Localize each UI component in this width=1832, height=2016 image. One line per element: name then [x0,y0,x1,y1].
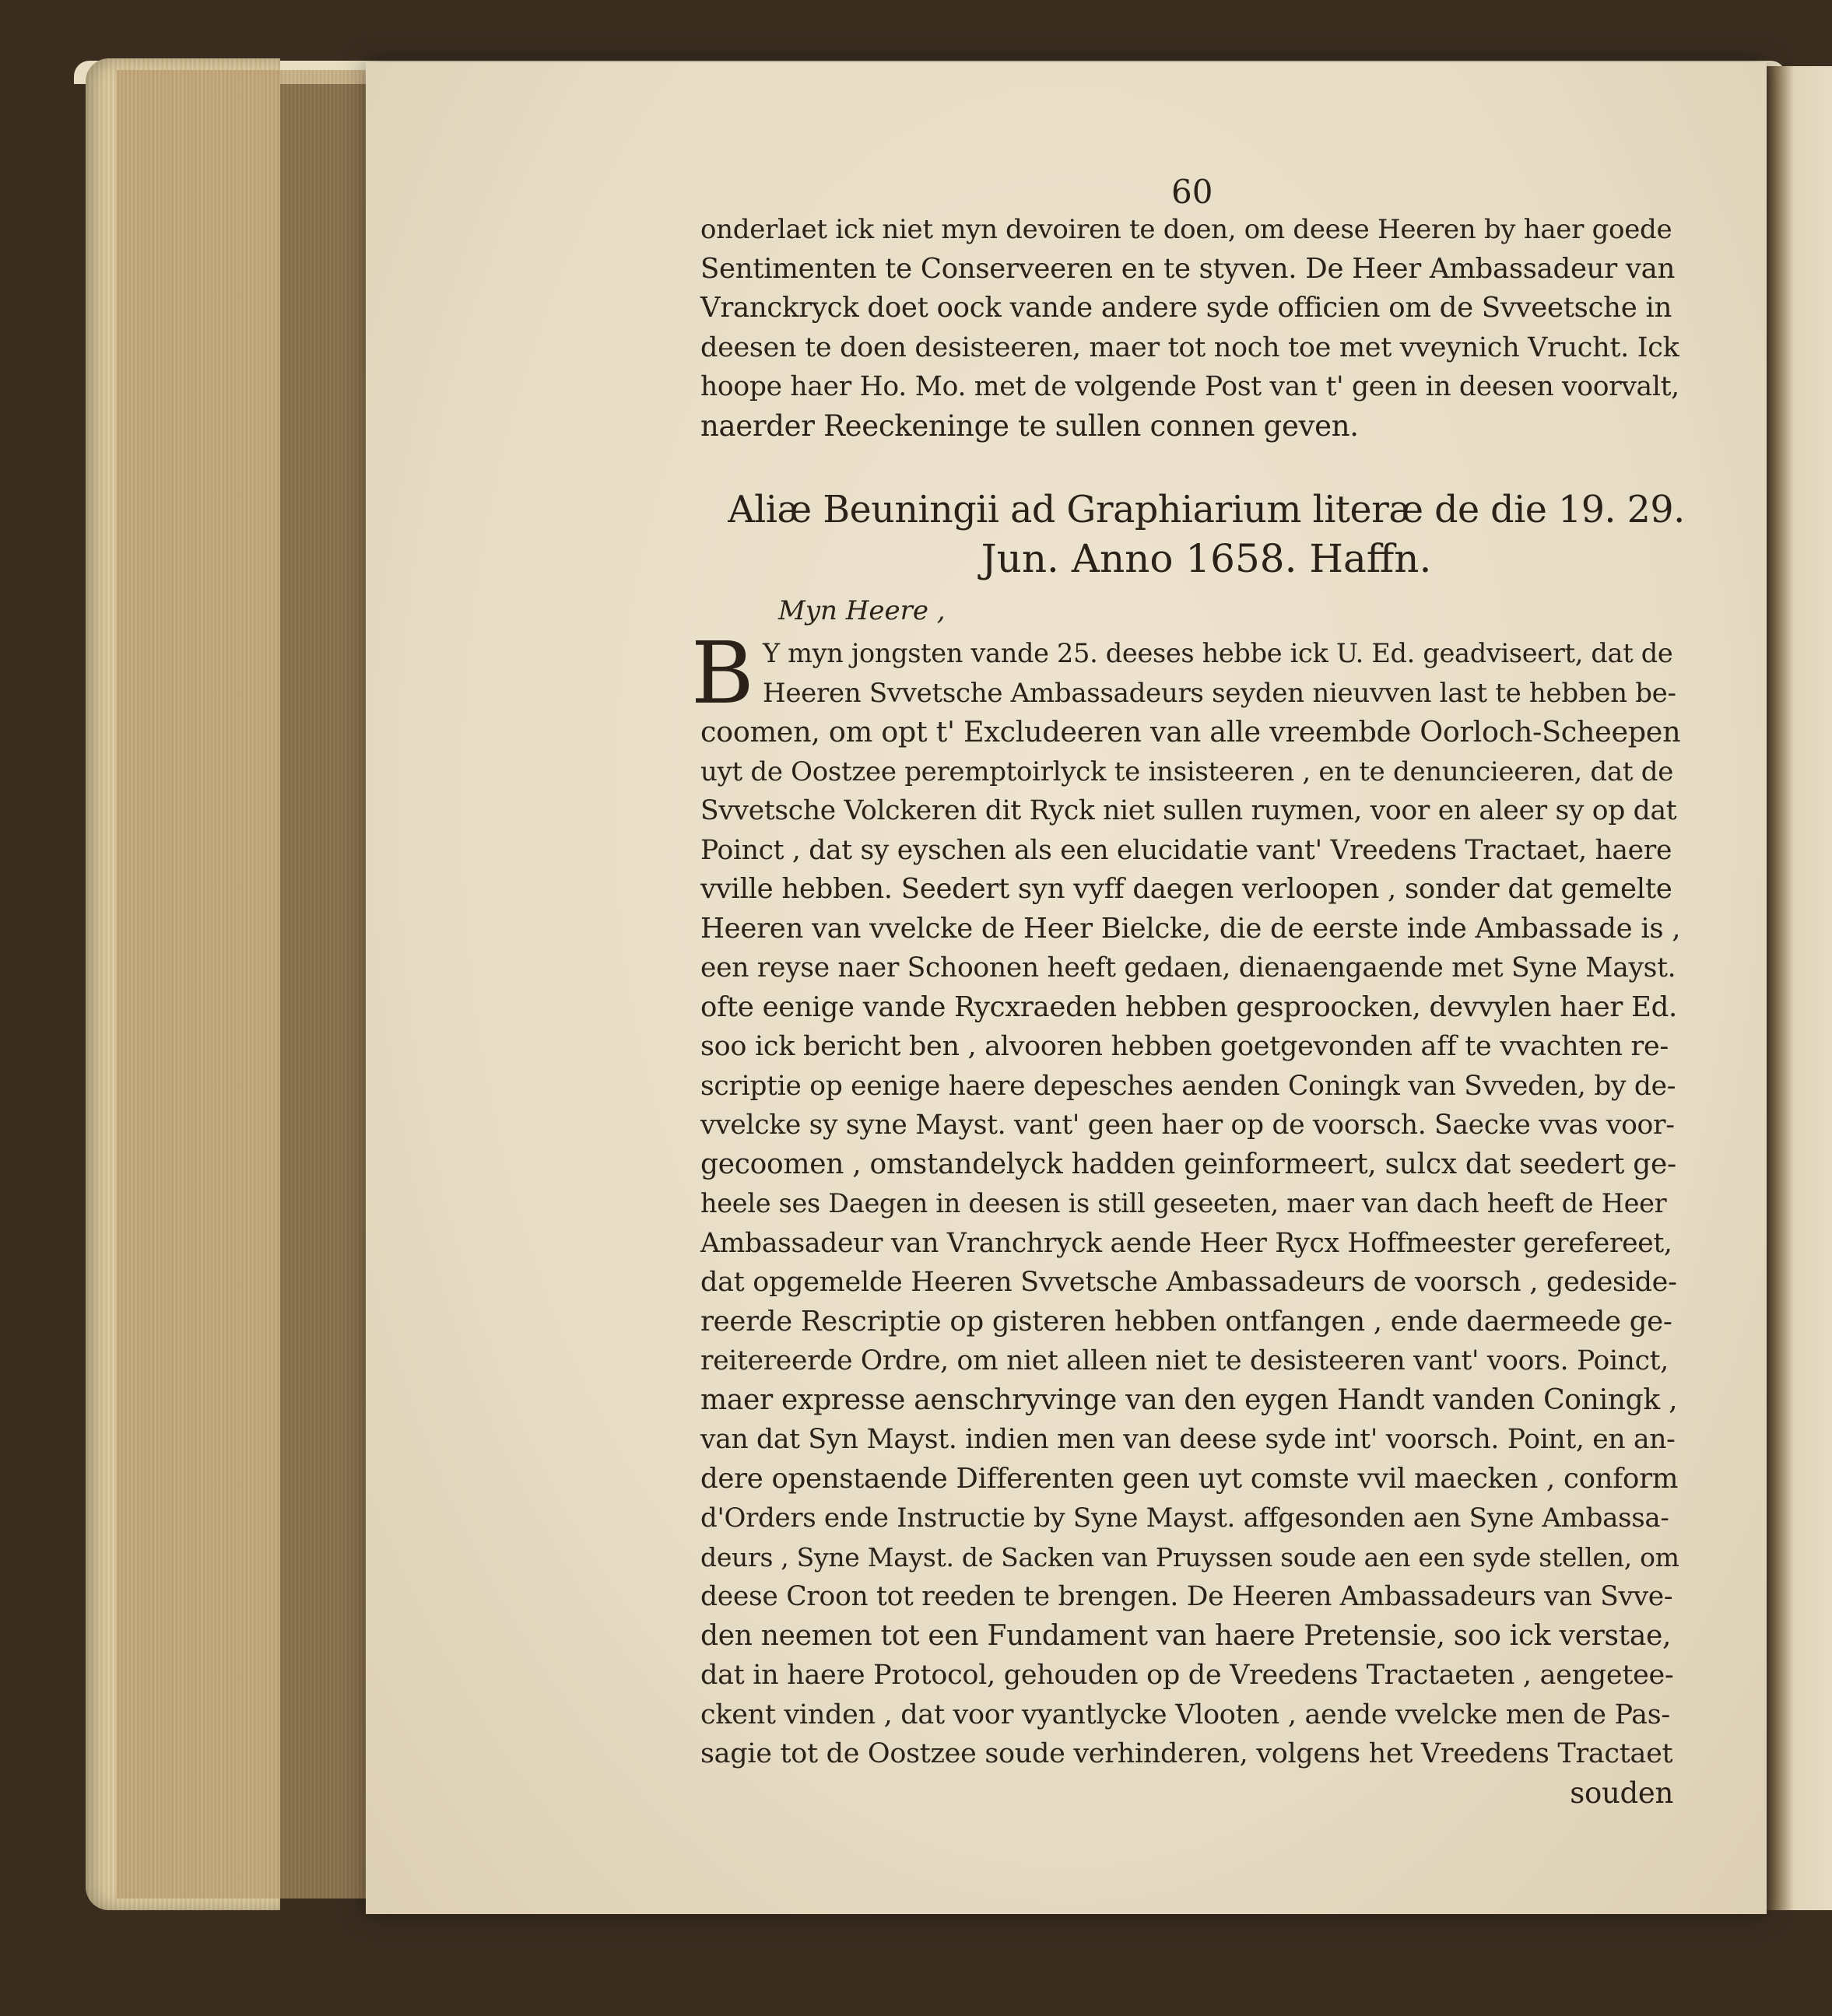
heading-line-1: Aliæ Beuningii ad Graphiarium literæ de die 19. 29. [728,489,1685,531]
text-line: ckent vinden , dat voor vyantlycke Vlooten , aende vvelcke men de Pas- [700,1699,1670,1730]
drop-cap: B [691,623,754,723]
letter-heading [724,486,1689,583]
text-line: Y myn jongsten vande 25. deeses hebbe ick U. Ed. geadviseert, dat de [763,638,1673,668]
text-line: Sentimenten te Conserveeren en te styven. De Heer Ambassadeur van [700,252,1676,285]
salutation: Myn Heere , [778,595,946,626]
text-line: Vranckryck doet oock vande andere syde officien om de Svveetsche in [700,292,1672,324]
text-line: deesen te doen desisteeren, maer tot noch toe met vveynich Vrucht. Ick [700,331,1679,363]
text-line: Ambassadeur van Vranchryck aende Heer Rycx Hoffmeester gerefereet, [700,1227,1672,1259]
book-page-edges-shadow [117,70,374,1899]
text-line: Heeren van vvelcke de Heer Bielcke, die de eerste inde Ambassade is , [700,912,1681,945]
text-line: hoope haer Ho. Mo. met de volgende Post van t' geen in deesen voorvalt, [700,371,1679,402]
text-line: van dat Syn Mayst. indien men van deese syde int' voorsch. Point, en an- [700,1424,1676,1455]
text-line: vville hebben. Seedert syn vyff daegen verloopen , sonder dat gemelte [700,873,1672,905]
text-line: een reyse naer Schoonen heeft gedaen, dienaengaende met Syne Mayst. [700,952,1676,983]
text-line: dat in haere Protocol, gehouden op de Vreedens Tractaeten , aengetee- [700,1660,1674,1691]
text-line: coomen, om opt t' Excludeeren van alle vreembde Oorloch-Scheepen [700,715,1681,749]
continuation-paragraph [700,210,1681,446]
heading-line-2: Jun. Anno 1658. Haffn. [981,536,1432,581]
text-line: ofte eenige vande Rycxraeden hebben gesproocken, devvylen haer Ed. [700,990,1678,1023]
text-line: d'Orders ende Instructie by Syne Mayst. affgesonden aen Syne Ambassa- [700,1502,1669,1534]
catchword: souden [1570,1776,1673,1810]
text-line: reitereerde Ordre, om niet alleen niet te desisteeren vant' voors. Poinct, [700,1345,1669,1376]
page-number: 60 [1171,173,1213,211]
text-line: gecoomen , omstandelyck hadden geinformeert, sulcx dat seedert ge- [700,1148,1676,1180]
text-line: Poinct , dat sy eyschen als een elucidatie vant' Vreedens Tractaet, haere [700,834,1672,866]
text-line: vvelcke sy syne Mayst. vant' geen haer op de voorsch. Saecke vvas voor- [700,1110,1675,1141]
text-line: onderlaet ick niet myn devoiren te doen, om deese Heeren by haer goede [700,214,1672,245]
text-line: scriptie op eenige haere depesches aenden Coningk van Svveden, by de- [700,1070,1676,1102]
text-line: sagie tot de Oostzee soude verhinderen, volgens het Vreedens Tractaet [700,1738,1673,1769]
facing-page-edge [1763,66,1832,1910]
letter-body [700,634,1681,1813]
text-line: soo ick bericht ben , alvooren hebben goetgevonden aff te vvachten re- [700,1031,1669,1062]
text-line: Heeren Svvetsche Ambassadeurs seyden nieuvven last te hebben be- [763,677,1676,709]
text-line: naerder Reeckeninge te sullen connen geven. [700,408,1359,443]
text-line: Svvetsche Volckeren dit Ryck niet sullen ruymen, voor en aleer sy op dat [700,795,1677,826]
text-line: dere openstaende Differenten geen uyt comste vvil maecken , conform [700,1462,1679,1495]
text-line: heele ses Daegen in deesen is still geseeten, maer van dach heeft de Heer [700,1188,1667,1218]
text-line: den neemen tot een Fundament van haere Pretensie, soo ick verstae, [700,1619,1672,1652]
text-line: dat opgemelde Heeren Svvetsche Ambassadeurs de voorsch , gedeside- [700,1267,1677,1298]
text-line: deurs , Syne Mayst. de Sacken van Pruyssen soude aen een syde stellen, om [700,1541,1679,1572]
text-line: deese Croon tot reeden te brengen. De Heeren Ambassadeurs van Svve- [700,1581,1673,1612]
text-line: maer expresse aenschryvinge van den eygen Handt vanden Coningk , [700,1383,1678,1416]
text-line: uyt de Oostzee peremptoirlyck te insisteeren , en te denuncieeren, dat de [700,756,1674,787]
text-line: reerde Rescriptie op gisteren hebben ontfangen , ende daermeede ge- [700,1305,1672,1338]
